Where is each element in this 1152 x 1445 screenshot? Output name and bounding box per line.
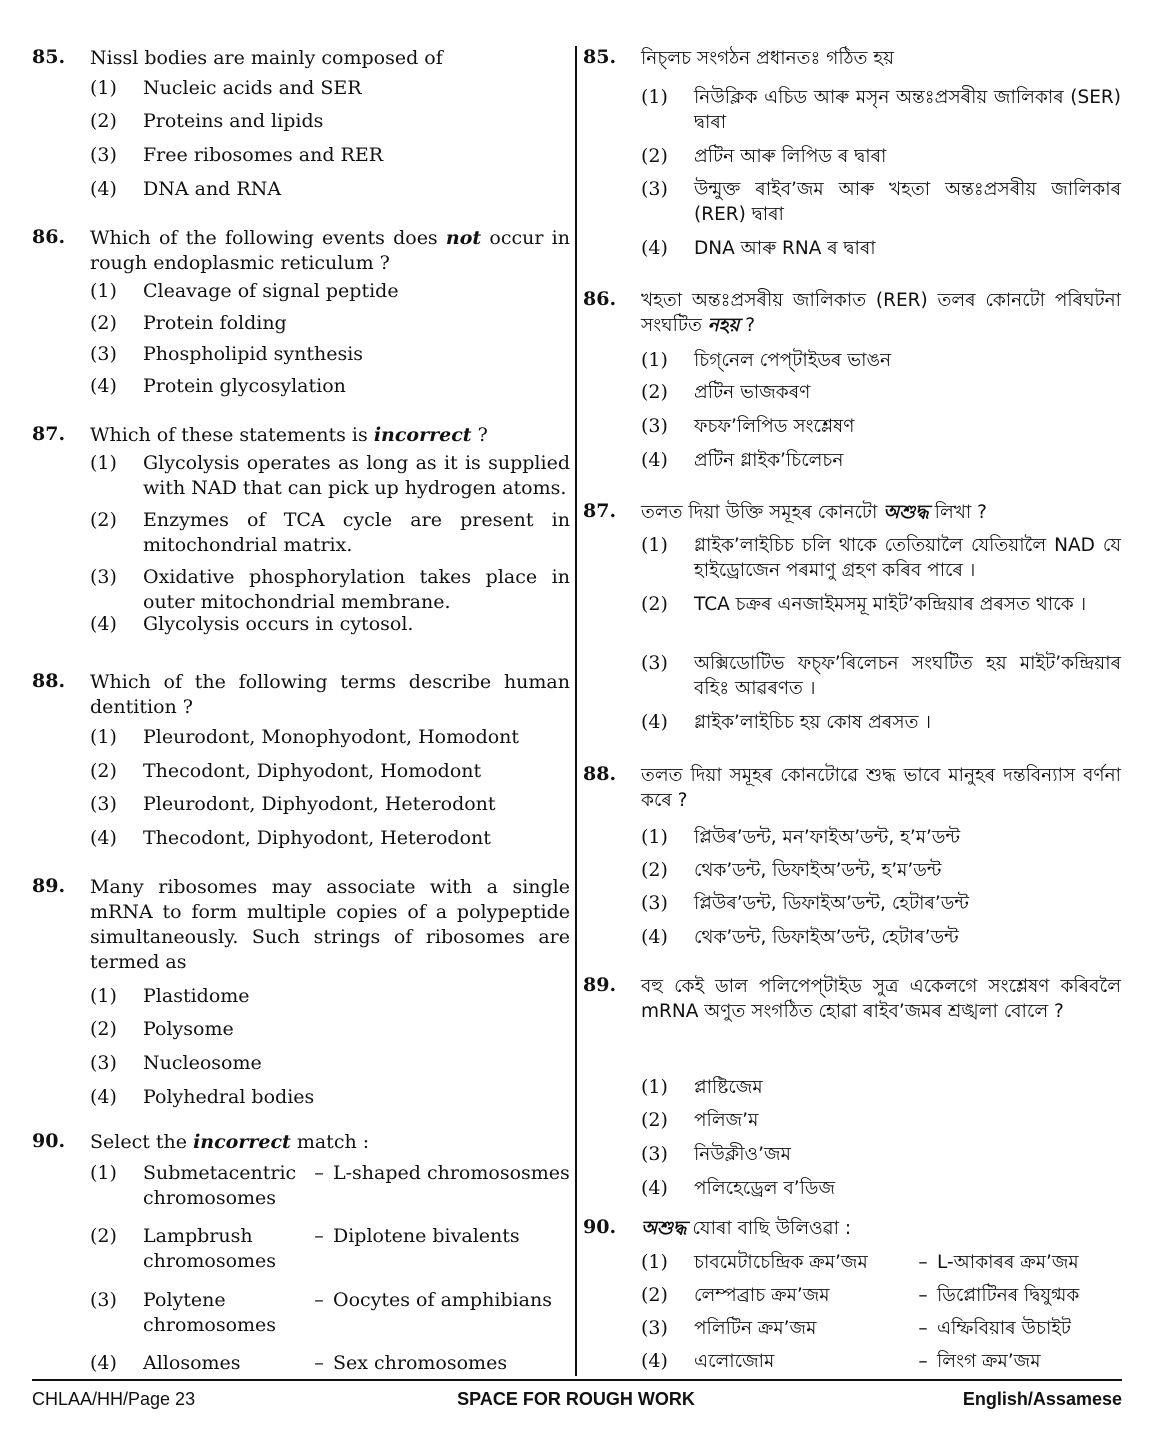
option-2 xyxy=(90,508,570,558)
option-text: প্ৰটিন আৰু লিপিড ৰ দ্বাৰা xyxy=(694,146,887,167)
option-1 xyxy=(641,348,1121,373)
page-code: CHLAA/HH/Page 23 xyxy=(32,1389,196,1409)
column-divider xyxy=(575,46,577,1376)
option-number: (4) xyxy=(90,1086,117,1108)
option-text: পলিজ’ম xyxy=(694,1110,759,1131)
option-number: (3) xyxy=(90,1052,117,1074)
option-1 xyxy=(641,1250,1121,1275)
question-stem xyxy=(641,1216,1121,1241)
option-1 xyxy=(90,76,570,101)
option-number: (3) xyxy=(641,415,668,437)
match-row xyxy=(143,1351,570,1376)
option-number: (1) xyxy=(641,534,668,556)
option-number: (2) xyxy=(641,593,668,615)
option-number: (4) xyxy=(641,237,668,259)
option-text: TCA চক্ৰৰ এনজাইমসমূ মাইট’কন্দ্ৰিয়াৰ প্ৰৰসত থাকে । xyxy=(694,594,1087,615)
stem-emphasis: অশুদ্ধ xyxy=(883,502,929,523)
option-text: প্লিউৰ’ডন্ট, ডিফাইঅ’ডন্ট, হেটাৰ’ডন্ট xyxy=(694,893,969,914)
option-3 xyxy=(90,1288,570,1338)
match-row xyxy=(143,1288,570,1338)
match-dash: – xyxy=(918,1351,928,1372)
question-number: 89. xyxy=(583,974,617,996)
option-1 xyxy=(641,85,1121,135)
option-text: Free ribosomes and RER xyxy=(143,144,384,166)
stem-text: Which of these statements is xyxy=(90,424,374,446)
option-text: Nucleic acids and SER xyxy=(143,77,362,99)
option-text: DNA আৰু RNA ৰ দ্বাৰা xyxy=(694,238,876,259)
option-number: (4) xyxy=(641,711,668,733)
option-3 xyxy=(641,414,1121,439)
option-1 xyxy=(641,825,1121,850)
option-number: (4) xyxy=(90,1352,117,1374)
question-number: 90. xyxy=(583,1216,617,1238)
question-stem xyxy=(90,226,570,276)
option-3 xyxy=(641,177,1121,227)
language-label: English/Assamese xyxy=(962,1389,1122,1409)
option-4 xyxy=(641,1176,1121,1201)
option-text: ফচফ’লিপিড সংশ্লেষণ xyxy=(694,416,855,437)
option-number: (2) xyxy=(641,859,668,881)
option-number: (4) xyxy=(641,449,668,471)
option-number: (4) xyxy=(641,926,668,948)
stem-text: Which of the following events does xyxy=(90,227,446,249)
question-stem: Nissl bodies are mainly composed of xyxy=(90,47,443,69)
stem-emphasis: অশুদ্ধ xyxy=(641,1218,687,1239)
match-row xyxy=(694,1283,1121,1308)
option-text: Oxidative phosphorylation takes place in outer mitochondrial membrane. xyxy=(143,566,570,613)
option-4 xyxy=(641,925,1121,950)
option-number: (3) xyxy=(90,144,117,166)
option-2 xyxy=(641,592,1121,617)
match-dash: – xyxy=(314,1289,324,1311)
option-4 xyxy=(90,374,570,399)
option-text: Polysome xyxy=(143,1018,234,1040)
option-number: (3) xyxy=(90,343,117,365)
option-number: (2) xyxy=(90,1225,117,1247)
option-text: Pleurodont, Monophyodont, Homodont xyxy=(143,726,520,748)
option-4 xyxy=(90,1351,570,1376)
match-row xyxy=(143,1224,570,1274)
option-text: Glycolysis occurs in cytosol. xyxy=(143,613,414,635)
option-text: Cleavage of signal peptide xyxy=(143,280,399,302)
match-right: এম্ফিবিয়াৰ উচাইট xyxy=(937,1318,1072,1339)
question-stem: Many ribosomes may associate with a single mRNA to form multiple copies of a polypeptide simultaneously. Such strings of ribosomes are termed as xyxy=(90,876,570,973)
stem-emphasis: not xyxy=(445,227,482,249)
option-number: (1) xyxy=(641,86,668,108)
option-3 xyxy=(90,792,570,817)
option-text: পলিহেড্ৰেল ব’ডিজ xyxy=(694,1178,836,1199)
question-number: 89. xyxy=(32,875,66,897)
option-number: (4) xyxy=(90,613,117,635)
option-number: (4) xyxy=(90,827,117,849)
option-number: (2) xyxy=(90,509,117,531)
match-row xyxy=(694,1349,1121,1374)
question-stem: নিচ্‌লচ সংগঠন প্ৰধানতঃ গঠিত হয় xyxy=(641,48,894,69)
stem-text: লিখা ? xyxy=(928,502,987,523)
question-number: 85. xyxy=(32,46,66,68)
option-3 xyxy=(641,891,1121,916)
option-2 xyxy=(641,380,1121,405)
stem-text: তলত দিয়া উক্তি সমূহৰ কোনটো xyxy=(641,502,884,523)
option-number: (4) xyxy=(90,375,117,397)
option-number: (1) xyxy=(90,985,117,1007)
match-left: Polytene chromosomes xyxy=(143,1289,277,1336)
option-number: (2) xyxy=(641,1284,668,1306)
option-text: চিগ্‌নেল পেপ্‌টাইডৰ ভাঙন xyxy=(694,350,892,371)
footer-rule xyxy=(32,1379,1122,1381)
option-text: গ্লাইক’লাইচিচ চলি থাকে তেতিয়ালৈ যেতিয়ালৈ NAD যে হাইড্ৰোজেন পৰমাণু গ্ৰহণ কৰিব পাৰে । xyxy=(694,535,1121,581)
option-1 xyxy=(90,279,570,304)
option-text: Thecodont, Diphyodont, Heterodont xyxy=(143,827,491,849)
option-text: Phospholipid synthesis xyxy=(143,343,364,365)
match-left: Submetacentric chromosomes xyxy=(143,1162,297,1209)
option-number: (3) xyxy=(641,1143,668,1165)
option-text: Glycolysis operates as long as it is supplied with NAD that can pick up hydrogen atoms. xyxy=(143,452,570,499)
match-left: Allosomes xyxy=(143,1352,241,1374)
stem-emphasis: incorrect xyxy=(373,424,472,446)
option-2 xyxy=(641,144,1121,169)
option-number: (3) xyxy=(641,652,668,674)
option-4 xyxy=(90,612,570,637)
match-left: এলোজোম xyxy=(694,1351,775,1372)
option-number: (3) xyxy=(641,892,668,914)
stem-text: খহতা অন্তঃপ্ৰসৰীয় জালিকাত (RER) তলৰ কোনটো পৰিঘটনা সংঘটিত xyxy=(641,290,1121,336)
option-number: (4) xyxy=(641,1350,668,1372)
stem-text: ? xyxy=(739,315,756,336)
option-number: (1) xyxy=(90,452,117,474)
option-number: (3) xyxy=(90,793,117,815)
option-text: Protein glycosylation xyxy=(143,375,346,397)
option-number: (1) xyxy=(90,1162,117,1184)
stem-emphasis: নহয় xyxy=(707,315,740,336)
option-text: নিউক্লিক এচিড আৰু মসৃন অন্তঃপ্ৰসৰীয় জালিকাৰ (SER) দ্বাৰা xyxy=(694,87,1121,133)
match-row xyxy=(143,1161,570,1211)
option-2 xyxy=(90,1224,570,1274)
option-text: Plastidome xyxy=(143,985,250,1007)
option-number: (2) xyxy=(90,312,117,334)
option-text: Enzymes of TCA cycle are present in mitochondrial matrix. xyxy=(143,509,570,556)
option-text: Nucleosome xyxy=(143,1052,262,1074)
option-1 xyxy=(90,451,570,501)
option-number: (1) xyxy=(90,726,117,748)
option-text: প্ৰটিন গ্লাইক’চিলেচন xyxy=(694,450,844,471)
option-text: নিউক্লীও’জম xyxy=(694,1144,791,1165)
option-text: Pleurodont, Diphyodont, Heterodont xyxy=(143,793,496,815)
match-dash: – xyxy=(314,1225,324,1247)
option-number: (4) xyxy=(641,1177,668,1199)
match-row xyxy=(694,1316,1121,1341)
question-stem: Which of the following terms describe human dentition ? xyxy=(90,671,570,718)
question-number: 87. xyxy=(583,500,617,522)
option-number: (3) xyxy=(90,566,117,588)
question-stem xyxy=(90,423,570,448)
option-number: (2) xyxy=(641,381,668,403)
match-right: ডিপ্লোটিনৰ দ্বিযুগ্মক xyxy=(937,1285,1080,1306)
match-left: Lampbrush chromosomes xyxy=(143,1225,277,1272)
option-3 xyxy=(90,342,570,367)
option-3 xyxy=(90,143,570,168)
match-left: পলিটিন ক্ৰম’জম xyxy=(694,1318,817,1339)
option-text: গ্লাইক’লাইচিচ হয় কোষ প্ৰৰসত । xyxy=(694,712,931,733)
question-number: 87. xyxy=(32,423,66,445)
option-text: Polyhedral bodies xyxy=(143,1086,315,1108)
question-number: 90. xyxy=(32,1130,66,1152)
option-4 xyxy=(90,177,570,202)
question-number: 85. xyxy=(583,46,617,68)
option-number: (2) xyxy=(90,1018,117,1040)
question-number: 88. xyxy=(32,670,66,692)
match-dash: – xyxy=(314,1162,324,1184)
option-number: (3) xyxy=(641,178,668,200)
option-2 xyxy=(641,1283,1121,1308)
question-number: 86. xyxy=(583,288,617,310)
stem-text: occur in rough endoplasmic reticulum ? xyxy=(90,227,570,274)
option-number: (3) xyxy=(641,1317,668,1339)
option-4 xyxy=(90,1085,570,1110)
option-number: (4) xyxy=(90,178,117,200)
option-number: (2) xyxy=(641,1109,668,1131)
option-4 xyxy=(641,236,1121,261)
option-4 xyxy=(90,826,570,851)
option-3 xyxy=(90,1051,570,1076)
match-right: লিংগ ক্ৰম’জম xyxy=(937,1351,1041,1372)
option-number: (1) xyxy=(641,1251,668,1273)
option-number: (2) xyxy=(90,760,117,782)
option-number: (1) xyxy=(641,1076,668,1098)
option-text: প্লিউৰ’ডন্ট, মন’ফাইঅ’ডন্ট, হ’ম’ডন্ট xyxy=(694,827,961,848)
question-stem xyxy=(641,288,1121,338)
option-4 xyxy=(641,448,1121,473)
option-text: থেক’ডন্ট, ডিফাইঅ’ডন্ট, হ’ম’ডন্ট xyxy=(694,860,942,881)
option-2 xyxy=(90,311,570,336)
option-1 xyxy=(641,533,1121,583)
match-dash: – xyxy=(918,1285,928,1306)
stem-text: Select the xyxy=(90,1131,194,1153)
option-text: উন্মুক্ত ৰাইব’জম আৰু খহতা অন্তঃপ্ৰসৰীয় জালিকাৰ (RER) দ্বাৰা xyxy=(694,179,1121,225)
option-4 xyxy=(641,710,1121,735)
match-right: Sex chromosomes xyxy=(333,1352,508,1374)
option-4 xyxy=(641,1349,1121,1374)
match-right: Diplotene bivalents xyxy=(333,1225,520,1247)
match-right: L-আকাৰৰ ক্ৰম’জম xyxy=(937,1252,1079,1273)
match-left: চাবমেটাচেন্দ্ৰিক ক্ৰম’জম xyxy=(694,1252,868,1273)
option-3 xyxy=(641,1316,1121,1341)
option-number: (2) xyxy=(641,145,668,167)
option-1 xyxy=(90,1161,570,1211)
option-text: প্লাষ্টিজেম xyxy=(694,1077,763,1098)
match-left: লেম্পব্ৰাচ ক্ৰম’জম xyxy=(694,1285,830,1306)
question-number: 88. xyxy=(583,763,617,785)
option-2 xyxy=(641,858,1121,883)
option-number: (1) xyxy=(641,349,668,371)
question-stem: বহু কেই ডাল পলিপেপ্‌টাইড সুত্ৰ একেলগে সংশ্লেষণ কৰিবলৈ mRNA অণুত সংগঠিত হোৱা ৰাইব’জমৰ শ্ৰঙ্খলা বোলে ? xyxy=(641,976,1121,1022)
option-3 xyxy=(641,1142,1121,1167)
option-text: Proteins and lipids xyxy=(143,110,324,132)
match-dash: – xyxy=(918,1252,928,1273)
question-stem xyxy=(90,1130,570,1155)
option-number: (1) xyxy=(90,77,117,99)
question-stem: তলত দিয়া সমূহৰ কোনটোৱে শুদ্ধ ভাবে মানুহৰ দন্তবিন্যাস বৰ্ণনা কৰে ? xyxy=(641,765,1121,811)
option-1 xyxy=(90,725,570,750)
option-text: Protein folding xyxy=(143,312,287,334)
option-number: (1) xyxy=(90,280,117,302)
stem-text: যোৰা বাছি উলিওৱা : xyxy=(686,1218,852,1239)
question-stem xyxy=(641,500,1121,525)
option-3 xyxy=(641,651,1121,701)
match-dash: – xyxy=(918,1318,928,1339)
stem-text: match : xyxy=(290,1131,370,1153)
option-text: Thecodont, Diphyodont, Homodont xyxy=(143,760,482,782)
option-2 xyxy=(90,109,570,134)
option-1 xyxy=(641,1075,1121,1100)
match-dash: – xyxy=(314,1352,324,1374)
option-2 xyxy=(90,1017,570,1042)
question-number: 86. xyxy=(32,226,66,248)
match-row xyxy=(694,1250,1121,1275)
option-2 xyxy=(641,1108,1121,1133)
option-number: (1) xyxy=(641,826,668,848)
match-right: L-shaped chromososmes xyxy=(333,1162,570,1184)
option-text: প্ৰটিন ভাজকৰণ xyxy=(694,382,811,403)
stem-emphasis: incorrect xyxy=(193,1131,291,1153)
option-3 xyxy=(90,565,570,615)
match-right: Oocytes of amphibians xyxy=(333,1289,552,1311)
option-text: DNA and RNA xyxy=(143,178,282,200)
option-2 xyxy=(90,759,570,784)
option-number: (3) xyxy=(90,1289,117,1311)
option-number: (2) xyxy=(90,110,117,132)
rough-work-label: SPACE FOR ROUGH WORK xyxy=(457,1389,695,1409)
stem-text: ? xyxy=(471,424,488,446)
option-1 xyxy=(90,984,570,1009)
option-text: থেক’ডন্ট, ডিফাইঅ’ডন্ট, হেটাৰ’ডন্ট xyxy=(694,927,959,948)
option-text: অক্সিডোটিভ ফচ্‌ফ’ৰিলেচন সংঘটিত হয় মাইট’কন্দ্ৰিয়াৰ বহিঃ আৱৰণত । xyxy=(694,653,1121,699)
